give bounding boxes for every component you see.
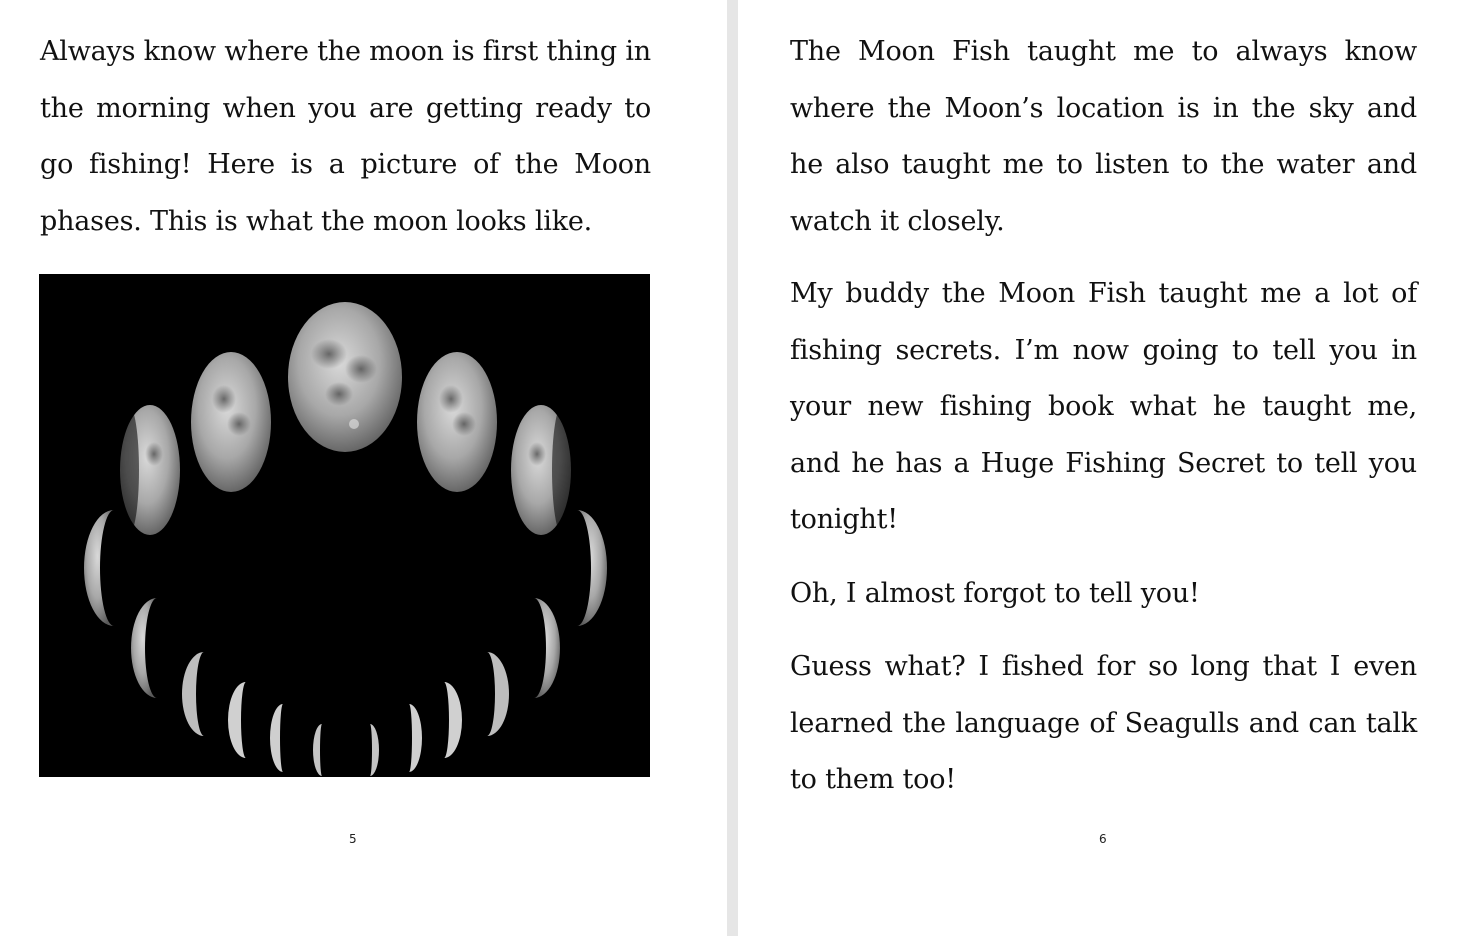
- moon-gibbous-left: [119, 405, 180, 535]
- page-left: [0, 0, 727, 936]
- page-6-paragraph-1: The Moon Fish taught me to always know where the Moon’s location is in the sky and he also taught me to listen to the water and watch it closely.: [790, 36, 1417, 237]
- moon-waxing-gibbous: [191, 352, 271, 492]
- page-6-paragraph-3: Oh, I almost forgot to tell you!: [790, 578, 1200, 609]
- page-right: [738, 0, 1470, 936]
- page-gutter: [727, 0, 738, 936]
- page-number-5: 5: [349, 832, 357, 846]
- page-5-paragraph-1: Always know where the moon is first thing in the morning when you are getting ready to go fishing! Here is a picture of the Moon phases. This is what the moon looks like.: [40, 36, 651, 237]
- page-6-paragraph-4: Guess what? I fished for so long that I even learned the language of Seagulls and can talk to them too!: [790, 651, 1417, 795]
- moon-phases-image: [39, 274, 650, 777]
- moon-gibbous-right: [511, 405, 572, 535]
- moon-full: [288, 302, 402, 452]
- page-6-paragraph-2: My buddy the Moon Fish taught me a lot of fishing secrets. I’m now going to tell you in your new fishing book what he taught me, and he has a Huge Fishing Secret to tell you tonight!: [790, 278, 1417, 535]
- moon-waning-gibbous: [417, 352, 497, 492]
- page-number-6: 6: [1099, 832, 1107, 846]
